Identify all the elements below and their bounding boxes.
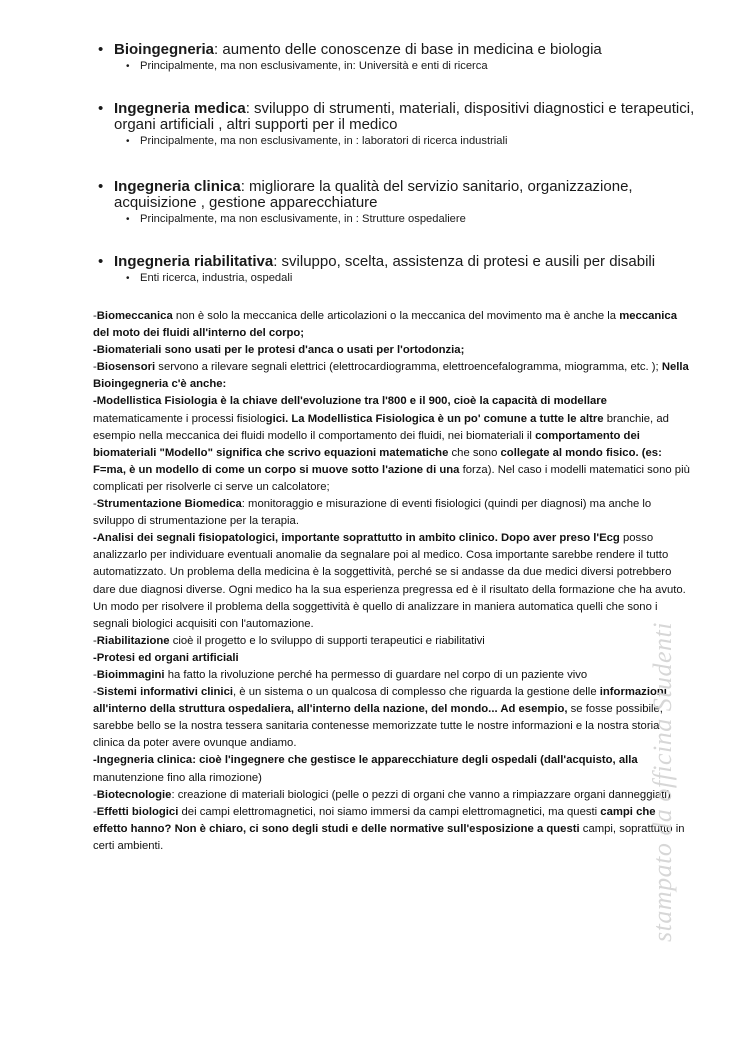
paragraph-sistemi-informativi: -Sistemi informativi clinici, è un sistema o un qualcosa di complesso che riguarda la gestione delle informazioni all'interno della struttura ospedaliera, all'interno della nazione, del mondo... Ad esempio, se fosse possibile, sarebbe bello se la nostra tessera sanitaria contenesse memorizzate tutte le nostre informazioni e la nostra storia clinica da poter avere ovunque andiamo. [93, 686, 667, 750]
paragraph-strumentazione: -Strumentazione Biomedica: monitoraggio e misurazione di eventi fisiologici (quindi per diagnosi) ma anche lo sviluppo di strumentazione per la terapia. [93, 498, 652, 528]
term: Ingegneria medica [114, 100, 246, 117]
slide-item-bioingegneria [98, 42, 602, 73]
term: Bioingegneria [114, 41, 215, 58]
definition: : migliorare la qualità del servizio sanitario, organizzazione, acquisizione , gestione apparecchiature [114, 178, 633, 211]
sub-bullet: • Principalmente, ma non esclusivamente, in: Università e enti di ricerca [98, 60, 602, 73]
paragraph-protesi: -Protesi ed organi artificiali [93, 651, 239, 664]
paragraph-biosensori: -Biosensori servono a rilevare segnali elettrici (elettrocardiogramma, elettroencefalogramma, miogramma, etc. ); Nella Bioingegneria c'è anche: [93, 361, 689, 391]
term: Ingegneria clinica [114, 178, 241, 195]
definition: : aumento delle conoscenze di base in medicina e biologia [214, 41, 602, 58]
sub-bullet: • Principalmente, ma non esclusivamente, in : Strutture ospedaliere [98, 213, 698, 226]
paragraph-biotecnologie: -Biotecnologie: creazione di materiali biologici (pelle o pezzi di organi che vanno a rimpiazzare organi danneggiati) [93, 788, 671, 801]
paragraph-riabilitazione: -Riabilitazione cioè il progetto e lo sviluppo di supporti terapeutici e riabilitativi [93, 634, 485, 647]
slide-item-ingegneria-medica [98, 101, 698, 148]
slide-item-ingegneria-riabilitativa [98, 254, 655, 285]
paragraph-modellistica: -Modellistica Fisiologia è la chiave dell'evoluzione tra l'800 e il 900, cioè la capacità di modellare matematicamente i processi fisiologici. La Modellistica Fisiologica è un po' comune a tutte le altre branchie, ad esempio nella meccanica dei fluidi modello il comportamento dei fluidi, nei biomateriali il comportamento dei biomateriali "Modello" significa che scrivo equazioni matematiche che sono collegate al mondo fisico. (es: F=ma, è un modello di come un corpo si muove sotto l'azione di una forza). Nel caso i modelli matematici sono più complicati per risolverle ci serve un calcolatore; [93, 395, 690, 493]
notes-body [93, 308, 693, 855]
paragraph-biomateriali: -Biomateriali sono usati per le protesi d'anca o usati per l'ortodonzia; [93, 344, 465, 357]
paragraph-biomeccanica: -Biomeccanica non è solo la meccanica delle articolazioni o la meccanica del movimento ma è anche la meccanica del moto dei fluidi all'interno del corpo; [93, 310, 677, 340]
sub-bullet: • Principalmente, ma non esclusivamente, in : laboratori di ricerca industriali [98, 135, 698, 148]
slide-item-ingegneria-clinica [98, 179, 698, 226]
paragraph-bioimmagini: -Bioimmagini ha fatto la rivoluzione perché ha permesso di guardare nel corpo di un paziente vivo [93, 668, 588, 681]
paragraph-ingegneria-clinica: -Ingegneria clinica: cioè l'ingegnere che gestisce le apparecchiature degli ospedali (dall'acquisto, alla manutenzione fino alla rimozione) [93, 754, 638, 784]
watermark: stampato da officina Studenti [648, 622, 677, 942]
term: Ingegneria riabilitativa [114, 253, 274, 270]
definition: : sviluppo, scelta, assistenza di protesi e ausili per disabili [273, 253, 656, 270]
paragraph-analisi-segnali: -Analisi dei segnali fisiopatologici, importante soprattutto in ambito clinico. Dopo aver preso l'Ecg posso analizzarlo per individuare eventuali anomalie da segnalare poi al medico. Cosa importante sarebbe rendere il tutto automatizzato. Un problema della medicina è la soggettività, perché se si andasse da due medici diversi potrebbero dare due diagnosi diverse. Ogni medico ha la sua esperienza pregressa ed è il risultato della formazione che ha avuto. Un modo per risolvere il problema della soggettività è quello di analizzare in maniera automatica quelli che sono i segnali biologici acquisiti con l'automazione. [93, 532, 686, 630]
sub-bullet: • Enti ricerca, industria, ospedali [98, 272, 655, 285]
paragraph-effetti-biologici: -Effetti biologici dei campi elettromagnetici, noi siamo immersi da campi elettromagnetici, ma questi campi che effetto hanno? Non è chiaro, ci sono degli studi e delle normative sull'esposizione a questi campi, soprattutto in certi ambienti. [93, 805, 685, 852]
definition: : sviluppo di strumenti, materiali, dispositivi diagnostici e terapeutici, organi artificiali , altri supporti per il medico [114, 100, 695, 133]
